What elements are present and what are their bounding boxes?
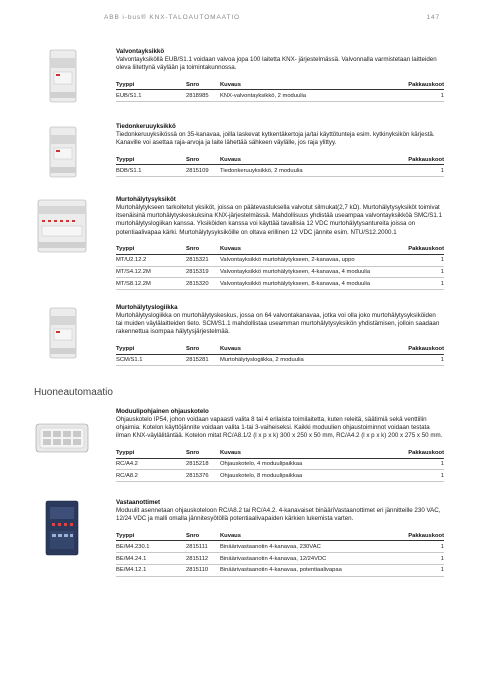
product-content — [116, 196, 444, 290]
cell-type: BE/M4.24.1 — [116, 553, 186, 565]
product-title: Murtohälytysyksiköt — [116, 196, 176, 203]
col-code: Snro — [186, 449, 220, 459]
cell-type: BE/M4.12.1 — [116, 564, 186, 576]
cell-desc: Tiedonkeruuyksikkö, 2 moduulia — [220, 165, 384, 177]
table-row — [116, 470, 444, 482]
cell-type: BDB/S1.1 — [116, 165, 186, 177]
product-table — [116, 449, 444, 483]
product-content — [116, 304, 444, 366]
cell-pack: 1 — [384, 564, 444, 576]
table-row — [116, 541, 444, 553]
cell-code: 2815321 — [186, 254, 220, 266]
product-content — [116, 123, 444, 177]
running-header — [104, 14, 440, 26]
cell-desc: Binäärivastaanotin 4-kanavaa, 12/24VDC — [220, 553, 384, 565]
table-row — [116, 266, 444, 278]
cell-type: SCM/S1.1 — [116, 354, 186, 366]
cell-desc: Valvontayksikkö murtohälytykseen, 4-kanavaa, 4 moduulia — [220, 266, 384, 278]
cell-desc: Ohjauskotelo, 4 moduulipaikkaa — [220, 458, 384, 470]
table-row — [116, 254, 444, 266]
din-rail-module-image — [32, 304, 92, 364]
cell-pack: 1 — [384, 458, 444, 470]
product-table — [116, 245, 444, 290]
col-pack: Pakkauskoot — [384, 245, 444, 255]
col-code: Snro — [186, 80, 220, 90]
table-row — [116, 553, 444, 565]
product-title: Tiedonkeruuyksikkö — [116, 123, 176, 130]
din-rail-module-image — [32, 48, 92, 108]
table-row — [116, 564, 444, 576]
cell-code: 2815218 — [186, 458, 220, 470]
col-type: Tyyppi — [116, 531, 186, 541]
table-row — [116, 165, 444, 177]
product-title: Vastaanottimet — [116, 499, 161, 506]
cell-pack: 1 — [384, 470, 444, 482]
cell-code: 2815376 — [186, 470, 220, 482]
product-description: Moduulit asennetaan ohjauskoteloon RC/A8.2 tai RC/A4.2. 4-kanavaiset binääriVastaanottimet eri jännitteille 230 VAC, 12/24 VDC ja malli omalla jännitesyötöllä potentiaalivapaiden kärkien lukemista varten. — [116, 507, 441, 523]
col-desc: Kuvaus — [220, 531, 384, 541]
header-title: ABB i-bus® KNX-TALOAUTOMAATIO — [104, 14, 240, 21]
product-title: Murtohälytyslogiikka — [116, 304, 178, 311]
cell-code: 2818985 — [186, 90, 220, 102]
binary-input-module-image — [32, 499, 92, 559]
table-row — [116, 90, 444, 102]
product-content — [116, 499, 444, 577]
cell-type: RC/A4.2 — [116, 458, 186, 470]
product-description: Tiedonkeruuyksikössä on 35-kanavaa, joilla laskevat kytkentäkertoja ja/tai käyttötunteja esim. kytkinyksikön kärjestä. Kanaville voi asettaa raja-arvoja ja laite lähettää sähkeen väylälle, jos raja ylittyy. — [116, 131, 435, 147]
cell-code: 2815110 — [186, 564, 220, 576]
col-desc: Kuvaus — [220, 155, 384, 165]
col-pack: Pakkauskoot — [384, 80, 444, 90]
cell-type: RC/A8.2 — [116, 470, 186, 482]
col-desc: Kuvaus — [220, 80, 384, 90]
product-table — [116, 80, 444, 102]
col-code: Snro — [186, 155, 220, 165]
cell-type: MT/U2.12.2 — [116, 254, 186, 266]
product-description: Valvontayksiköllä EUB/S1.1 voidaan valvoa jopa 100 laitetta KNX- järjestelmässä. Valvonnalla varmistetaan laitteiden oleva liitettynä väylään ja toimintakunnossa. — [116, 56, 437, 72]
cell-code: 2815281 — [186, 354, 220, 366]
table-row — [116, 458, 444, 470]
col-code: Snro — [186, 531, 220, 541]
cell-pack: 1 — [384, 165, 444, 177]
product-table — [116, 155, 444, 177]
product-title: Moduulipohjainen ohjauskotelo — [116, 408, 209, 415]
enclosure-image — [32, 408, 92, 468]
section-heading-room-automation: Huoneautomaatio — [34, 387, 113, 398]
product-content — [116, 48, 444, 102]
table-row — [116, 278, 444, 290]
cell-pack: 1 — [384, 278, 444, 290]
col-type: Tyyppi — [116, 155, 186, 165]
cell-code: 2815319 — [186, 266, 220, 278]
product-description: Ohjauskotelo IP54, johon voidaan vapaasti valita 8 tai 4 erilaista toimilaitetta, kuten releitä, säätimiä sekä venttiilin ohjaimia. Kotelon käyttöjännite voidaan valita 1-tai 3-vaiheiseksi. Kaikki moduulien ohjaustoiminnot voidaan testata ilman KNX-väylälitäntää. Kotelon mitat RC/A8.1/2 (l x p x k) 300 x 250 x 50 mm, RC/A4.2 (l x p x k) 200 x 275 x 50 mm. — [116, 416, 443, 440]
cell-code: 2815111 — [186, 541, 220, 553]
cell-desc: Ohjauskotelo, 8 moduulipaikkaa — [220, 470, 384, 482]
product-content — [116, 408, 444, 482]
col-type: Tyyppi — [116, 449, 186, 459]
col-desc: Kuvaus — [220, 449, 384, 459]
col-pack: Pakkauskoot — [384, 531, 444, 541]
product-description: Murtohälytyslogiikka on murtohälytyskeskus, jossa on 64 valvontakanavaa, jotka voi olla joko murtohälytysyksiköiden tai muiden väylälaitteiden tieto. SCM/S1.1 mahdollistaa useamman murtohälytysyksikön yhdistämisen, jolloin saadaan rakennettua isompaa hälytysjärjestelmää. — [116, 312, 440, 336]
product-description: Murtohälytykseen tarkoitetut yksiköt, joissa on päätevastuksella valvotut silmukat(2,7 kΩ). Murtohälytysyksiköt toimivat itsenäisinä murtohälytyskeskuksina KNX-järjestelmässä. Mahdollisuus yhdistää useampaa valvontayksikköä SMC/S1.1 murtohälytyslogiikan kanssa. Yksiköiden kanssa voi käyttää tavallisia 12 VDC murtohälytysantureita joissa on potentiaalivapaa kärki. Murtohälytysyksiköille on oltava erillinen 12 VDC jännite esim. NTU/S12.2000.1 — [116, 204, 443, 236]
page-number: 147 — [426, 14, 440, 21]
cell-code: 2815320 — [186, 278, 220, 290]
col-type: Tyyppi — [116, 345, 186, 355]
cell-pack: 1 — [384, 354, 444, 366]
col-pack: Pakkauskoot — [384, 449, 444, 459]
col-pack: Pakkauskoot — [384, 345, 444, 355]
product-title: Valvontayksikkö — [116, 48, 165, 55]
col-desc: Kuvaus — [220, 345, 384, 355]
col-desc: Kuvaus — [220, 245, 384, 255]
cell-type: BE/M4.230.1 — [116, 541, 186, 553]
alarm-unit-module-image — [32, 196, 92, 256]
cell-pack: 1 — [384, 266, 444, 278]
cell-pack: 1 — [384, 541, 444, 553]
col-code: Snro — [186, 345, 220, 355]
cell-code: 2815112 — [186, 553, 220, 565]
cell-desc: Valvontayksikkö murtohälytykseen, 8-kanavaa, 4 moduulia — [220, 278, 384, 290]
cell-type: EUB/S1.1 — [116, 90, 186, 102]
col-code: Snro — [186, 245, 220, 255]
cell-desc: Murtohälytyslogiikka, 2 moduulia — [220, 354, 384, 366]
col-pack: Pakkauskoot — [384, 155, 444, 165]
cell-desc: KNX-valvontayksikkö, 2 moduulia — [220, 90, 384, 102]
cell-pack: 1 — [384, 90, 444, 102]
table-row — [116, 354, 444, 366]
cell-pack: 1 — [384, 254, 444, 266]
cell-desc: Binäärivastaanotin 4-kanavaa, 230VAC — [220, 541, 384, 553]
cell-type: MT/S4.12.2M — [116, 266, 186, 278]
col-type: Tyyppi — [116, 245, 186, 255]
din-rail-module-image — [32, 123, 92, 183]
col-type: Tyyppi — [116, 80, 186, 90]
cell-pack: 1 — [384, 553, 444, 565]
product-table — [116, 345, 444, 367]
cell-desc: Valvontayksikkö murtohälytykseen, 2-kanavaa, uppo — [220, 254, 384, 266]
cell-type: MT/S8.12.2M — [116, 278, 186, 290]
cell-desc: Binäärivastaanotin 4-kanavaa, potentiaalivapaa — [220, 564, 384, 576]
cell-code: 2815109 — [186, 165, 220, 177]
product-table — [116, 531, 444, 576]
